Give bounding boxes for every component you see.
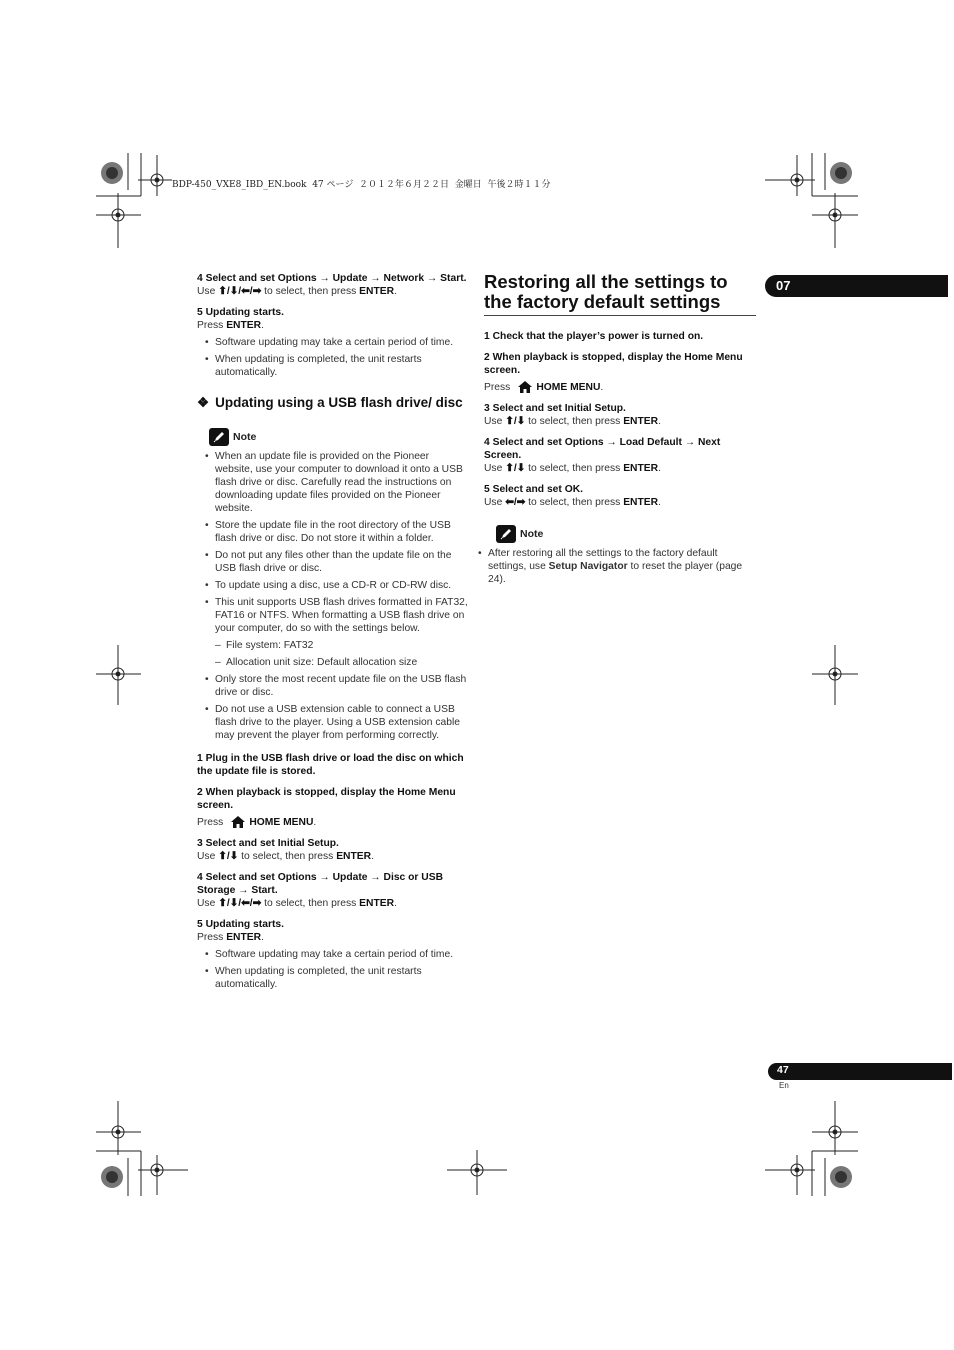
- note-header: [496, 525, 756, 543]
- list-item: • To update using a disc, use a CD-R or CD-RW disc.: [197, 579, 469, 592]
- list-item: • After restoring all the settings to the factory default settings, use Setup Navigator to reset the player (page 24).: [470, 547, 756, 586]
- step-title: 5 Updating starts.: [197, 307, 284, 318]
- note-label: Note: [233, 430, 257, 443]
- step-title: 1 Check that the player’s power is turned on.: [484, 331, 704, 342]
- chapter-number: 07: [776, 278, 791, 293]
- step-text: Use ⬆/⬇ to select, then press ENTER.: [197, 851, 374, 862]
- list-item: • Software updating may take a certain period of time.: [197, 948, 469, 961]
- home-icon: [518, 381, 532, 393]
- step-text: Use ⬅/➡ to select, then press ENTER.: [484, 497, 661, 508]
- step-title: 3 Select and set Initial Setup.: [484, 403, 626, 414]
- home-icon: [231, 816, 245, 828]
- step-title: 2 When playback is stopped, display the Home Menu screen.: [484, 352, 743, 376]
- step-text: Use ⬆/⬇/⬅/➡ to select, then press ENTER.: [197, 898, 397, 909]
- list-item: • Store the update file in the root directory of the USB flash drive or disc. Do not store it within a folder.: [197, 519, 469, 545]
- step-title: 5 Updating starts.: [197, 919, 284, 930]
- right-column: [484, 272, 756, 590]
- step-text: Use ⬆/⬇ to select, then press ENTER.: [484, 416, 661, 427]
- section-heading: ❖ Updating using a USB flash drive/ disc: [197, 395, 463, 410]
- left-column: [197, 272, 469, 995]
- step-text: Use ⬆/⬇/⬅/➡ to select, then press ENTER.: [197, 286, 397, 297]
- step-title: 5 Select and set OK.: [484, 484, 584, 495]
- list-item: • Only store the most recent update file on the USB flash drive or disc.: [197, 673, 469, 699]
- step-title: 4 Select and set Options → Update → Disc or USB Storage → Start.: [197, 872, 444, 896]
- step-text: Use ⬆/⬇ to select, then press ENTER.: [484, 463, 661, 474]
- step-title: 4 Select and set Options → Load Default → Next Screen.: [484, 437, 721, 461]
- step-text: Press ENTER.: [197, 320, 264, 331]
- file-info-line: BDP-450_VXE8_IBD_EN.book 47 ページ ２０１２年６月２２日 金曜日 午後２時１１分: [172, 180, 551, 190]
- page-title: Restoring all the settings to the factory default settings: [484, 272, 756, 316]
- note-list: [470, 547, 756, 586]
- step-title: 4 Select and set Options → Update → Network → Start.: [197, 273, 467, 284]
- bullet-list: [197, 336, 469, 379]
- list-item: – Allocation unit size: Default allocation size: [197, 656, 469, 669]
- note-list: [197, 673, 469, 742]
- page-language: En: [779, 1081, 789, 1090]
- bullet-list: [197, 948, 469, 991]
- list-item: • Do not use a USB extension cable to connect a USB flash drive to the player. Using a USB extension cable may prevent the player from performing correctly.: [197, 703, 469, 742]
- pencil-icon: [496, 525, 516, 543]
- step-title: 2 When playback is stopped, display the Home Menu screen.: [197, 787, 456, 811]
- step-title: 3 Select and set Initial Setup.: [197, 838, 339, 849]
- list-item: • When an update file is provided on the Pioneer website, use your computer to download it onto a USB flash drive or disc. Carefully read the instructions on downloading update files provided on the Pioneer website.: [197, 450, 469, 515]
- note-header: [209, 428, 469, 446]
- step-title: 1 Plug in the USB flash drive or load the disc on which the update file is stored.: [197, 753, 464, 777]
- pencil-icon: [209, 428, 229, 446]
- diamond-icon: ❖: [197, 395, 210, 410]
- note-list: [197, 450, 469, 635]
- chapter-tab: [765, 275, 948, 297]
- step-text: Press HOME MENU.: [484, 382, 604, 393]
- note-label: Note: [520, 527, 544, 540]
- dash-list: [197, 639, 469, 669]
- page-number: 47: [777, 1064, 789, 1076]
- list-item: • When updating is completed, the unit restarts automatically.: [197, 353, 469, 379]
- page-number-tab: [768, 1063, 952, 1080]
- list-item: – File system: FAT32: [197, 639, 469, 652]
- step-text: Press ENTER.: [197, 932, 264, 943]
- step-text: Press HOME MENU.: [197, 817, 317, 828]
- list-item: • Do not put any files other than the update file on the USB flash drive or disc.: [197, 549, 469, 575]
- list-item: • When updating is completed, the unit restarts automatically.: [197, 965, 469, 991]
- list-item: • Software updating may take a certain period of time.: [197, 336, 469, 349]
- list-item: • This unit supports USB flash drives formatted in FAT32, FAT16 or NTFS. When formatting a USB flash drive on your computer, do so with the settings below.: [197, 596, 469, 635]
